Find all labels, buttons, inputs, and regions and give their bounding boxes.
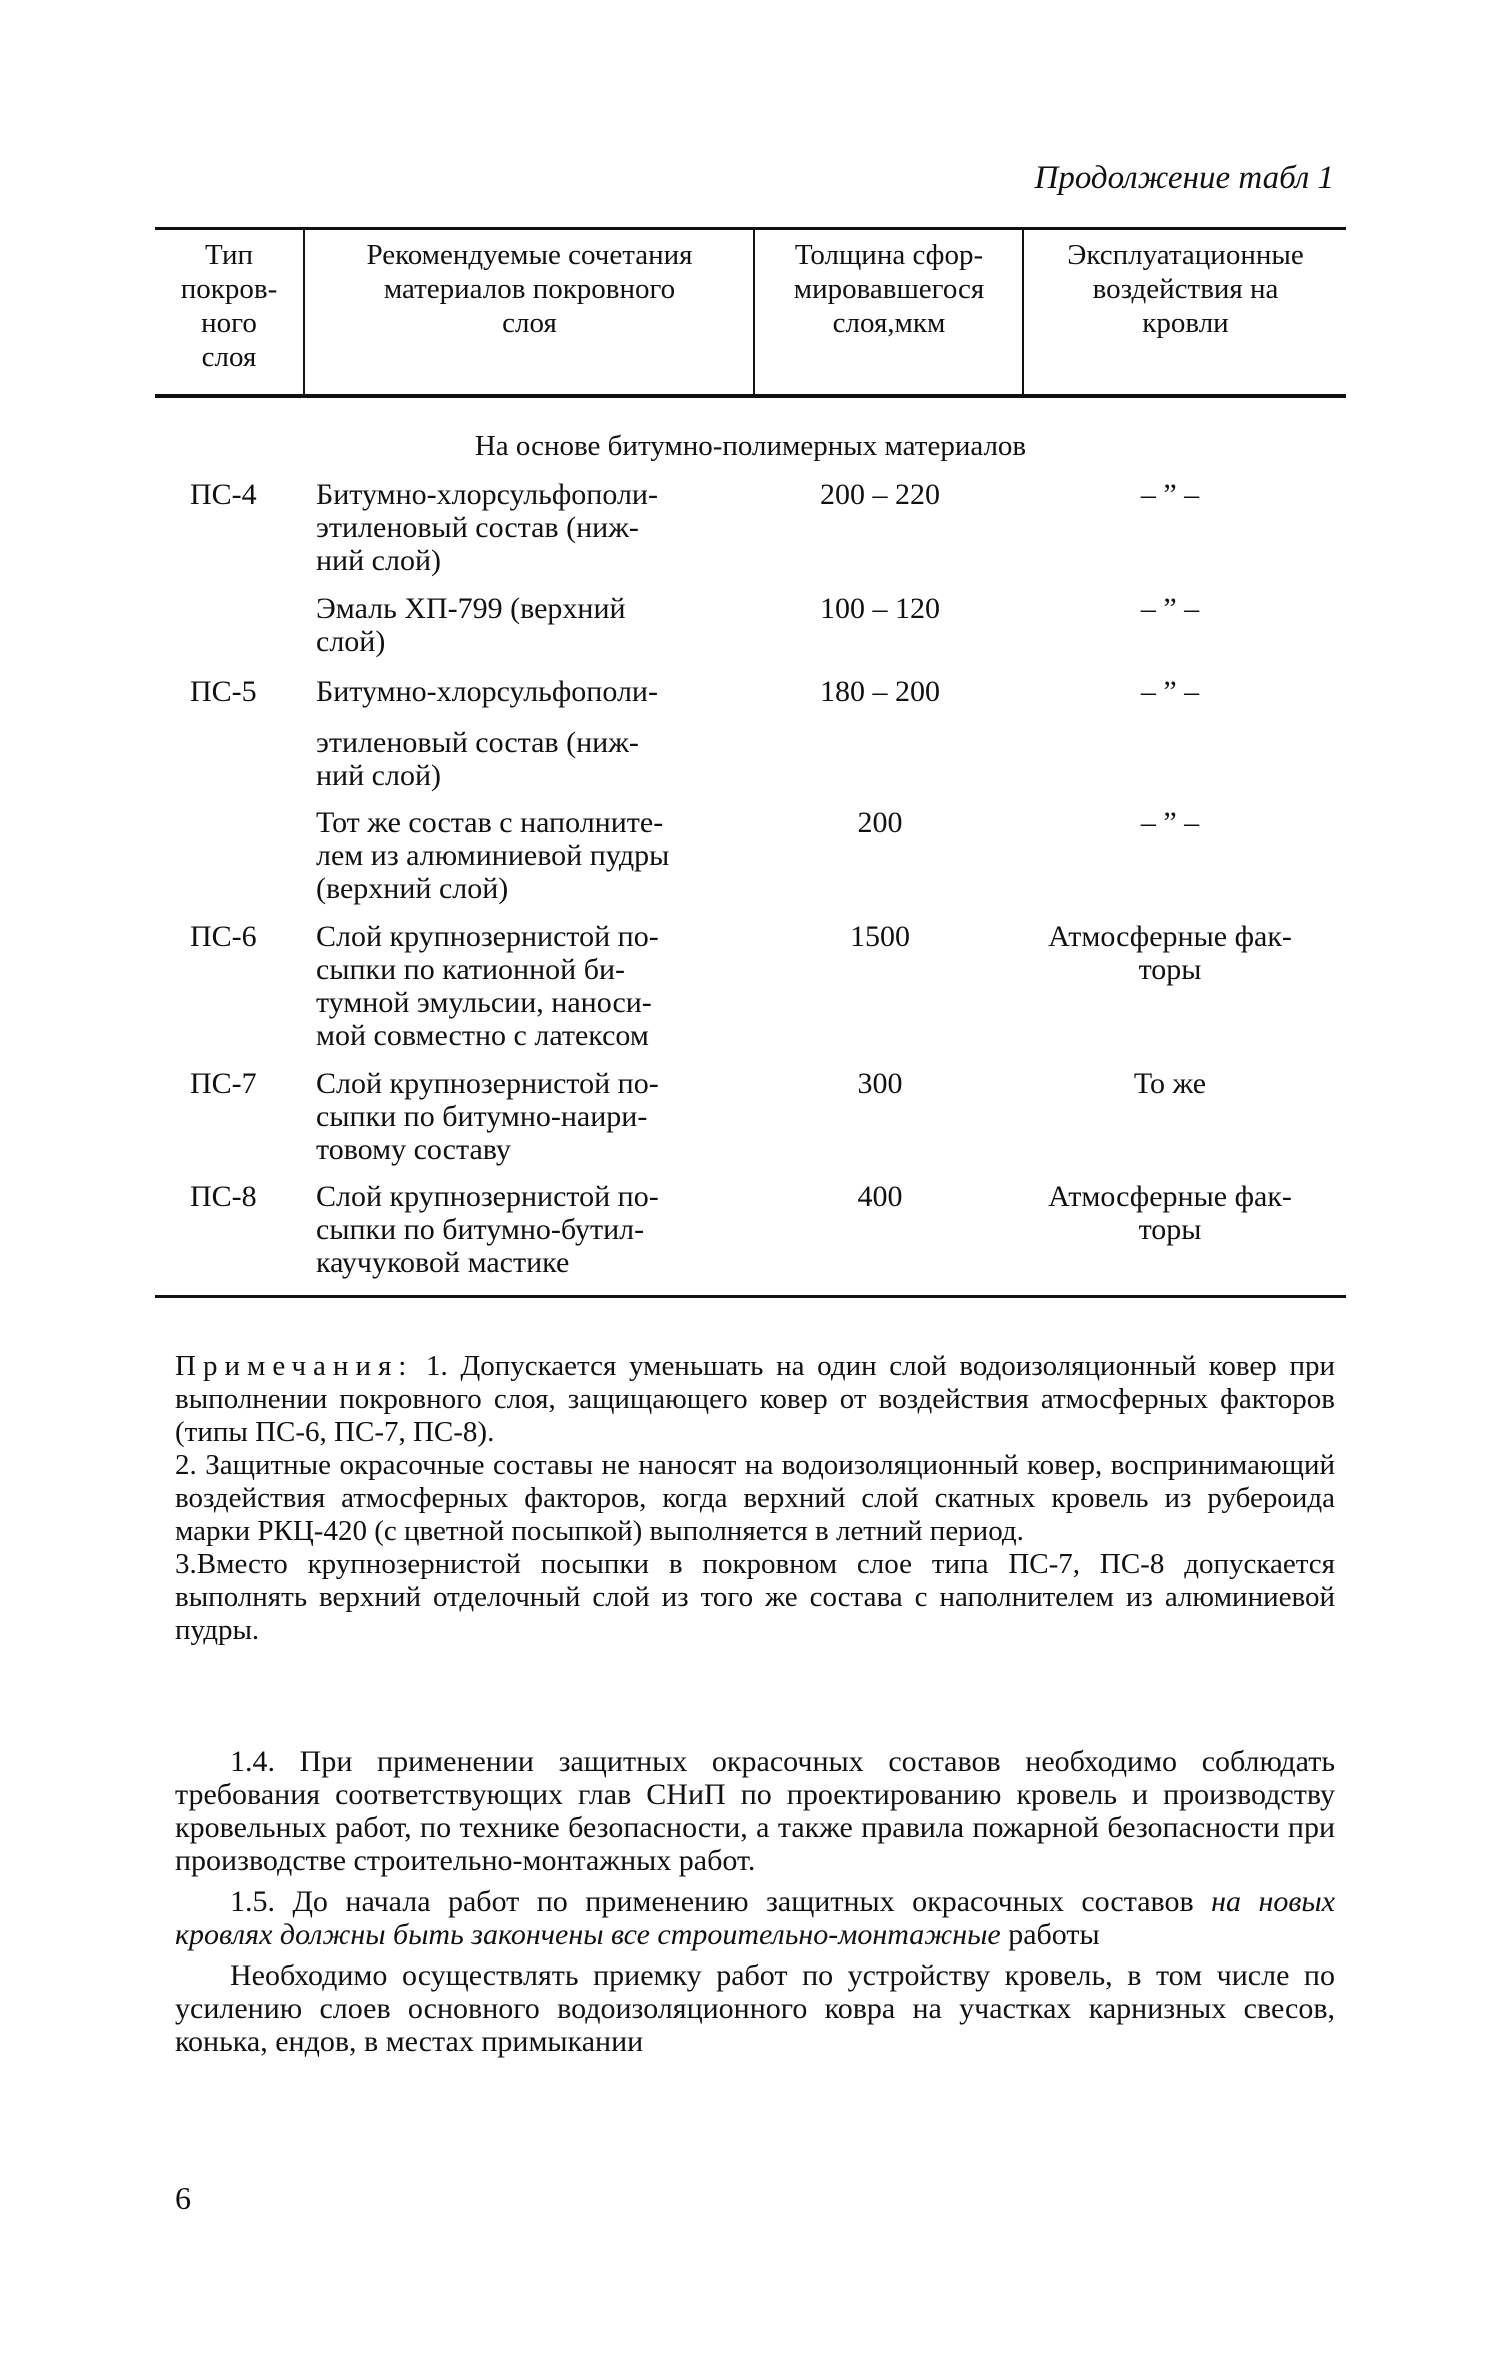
paragraph-1-5: 1.5. До начала работ по применению защитных окрасочных составов на новых кровлях должны быть закончены все строительно-монтажные работы — [175, 1885, 1335, 1951]
row-thickness: 200 – 220 — [820, 478, 940, 511]
row-materials: Слой крупнозернистой по- сыпки по битумно-наири- товому составу — [316, 1067, 659, 1166]
row-thickness: 100 – 120 — [820, 592, 940, 625]
row-effects: – ” – — [1140, 806, 1200, 839]
row-type: ПС-8 — [190, 1180, 257, 1213]
row-effects: – ” – — [1140, 478, 1200, 511]
row-thickness: 300 — [857, 1067, 903, 1100]
row-materials: Битумно-хлорсульфополи- этиленовый состав (ниж- ний слой) — [316, 478, 658, 577]
body-text — [175, 1745, 1335, 2058]
row-type: ПС-7 — [190, 1067, 257, 1100]
row-materials: Слой крупнозернистой по- сыпки по катионной би- тумной эмульсии, наноси- мой совместно с латексом — [316, 920, 659, 1052]
note-1: Примечания: 1. Допускается уменьшать на один слой водоизоляционный ковер при выполнении покровного слоя, защищающего ковер от воздействия атмосферных факторов (типы ПС-6, ПС-7, ПС-8). — [175, 1350, 1336, 1448]
table-bottom-rule — [155, 1295, 1346, 1298]
row-materials: Эмаль ХП-799 (верхний слой) — [316, 592, 626, 658]
row-materials: Слой крупнозернистой по- сыпки по битумно-бутил- каучуковой мастике — [316, 1180, 659, 1279]
column-divider — [1022, 229, 1024, 397]
note-2: 2. Защитные окрасочные составы не наносят на водоизоляционный ковер, воспринимающий воздействия атмосферных факторов, когда верхний слой скатных кровель из рубероида марки РКЦ-420 (с цветной посыпкой) выполняется в летний период. — [175, 1449, 1335, 1547]
header-materials: Рекомендуемые сочетания материалов покровного слоя — [366, 239, 693, 339]
row-thickness: 1500 — [850, 920, 910, 953]
row-effects: Атмосферные фак- торы — [1048, 920, 1292, 986]
row-thickness: 400 — [857, 1180, 903, 1213]
header-type: Тип покров- ного слоя — [180, 239, 278, 373]
row-type: ПС-6 — [190, 920, 257, 953]
paragraph-1-4: 1.4. При применении защитных окрасочных составов необходимо соблюдать требования соответствующих глав СНиП по проектированию кровель и производству кровельных работ, по технике безопасности, а также правила пожарной безопасности при производстве строительно-монтажных работ. — [175, 1745, 1335, 1877]
notes-label: Примечания: — [175, 1350, 414, 1382]
row-type: ПС-5 — [190, 675, 257, 708]
header-bottom-rule — [155, 394, 1346, 398]
notes — [175, 1350, 1335, 1647]
section-title: На основе битумно-полимерных материалов — [474, 430, 1027, 462]
row-materials: Битумно-хлорсульфополи- этиленовый состав (ниж- ний слой) — [316, 675, 658, 792]
row-effects: – ” – — [1140, 592, 1200, 625]
paragraph-acceptance: Необходимо осуществлять приемку работ по устройству кровель, в том числе по усилению слоев основного водоизоляционного ковра на участках карнизных свесов, конька, ендов, в местах примыкании — [175, 1959, 1335, 2058]
page-number: 6 — [175, 2180, 191, 2216]
row-effects: – ” – — [1140, 675, 1200, 708]
row-type: ПС-4 — [190, 478, 257, 511]
table-top-rule — [155, 227, 1346, 230]
header-effects: Эксплуатационные воздействия на кровли — [1067, 239, 1304, 339]
table-caption: Продолжение табл 1 — [1034, 160, 1334, 196]
column-divider — [303, 229, 305, 397]
note-3: 3.Вместо крупнозернистой посыпки в покровном слое типа ПС-7, ПС-8 допускается выполнять верхний отделочный слой из того же состава с наполнителем из алюминиевой пудры. — [175, 1548, 1335, 1646]
column-divider — [753, 229, 755, 397]
row-effects: Атмосферные фак- торы — [1048, 1180, 1292, 1246]
header-thickness: Толщина сфор- мировавшегося слоя,мкм — [793, 239, 985, 339]
row-thickness: 200 — [857, 806, 903, 839]
row-effects: То же — [1133, 1067, 1207, 1100]
row-thickness: 180 – 200 — [820, 675, 940, 708]
row-materials: Тот же состав с наполните- лем из алюминиевой пудры (верхний слой) — [316, 806, 670, 905]
